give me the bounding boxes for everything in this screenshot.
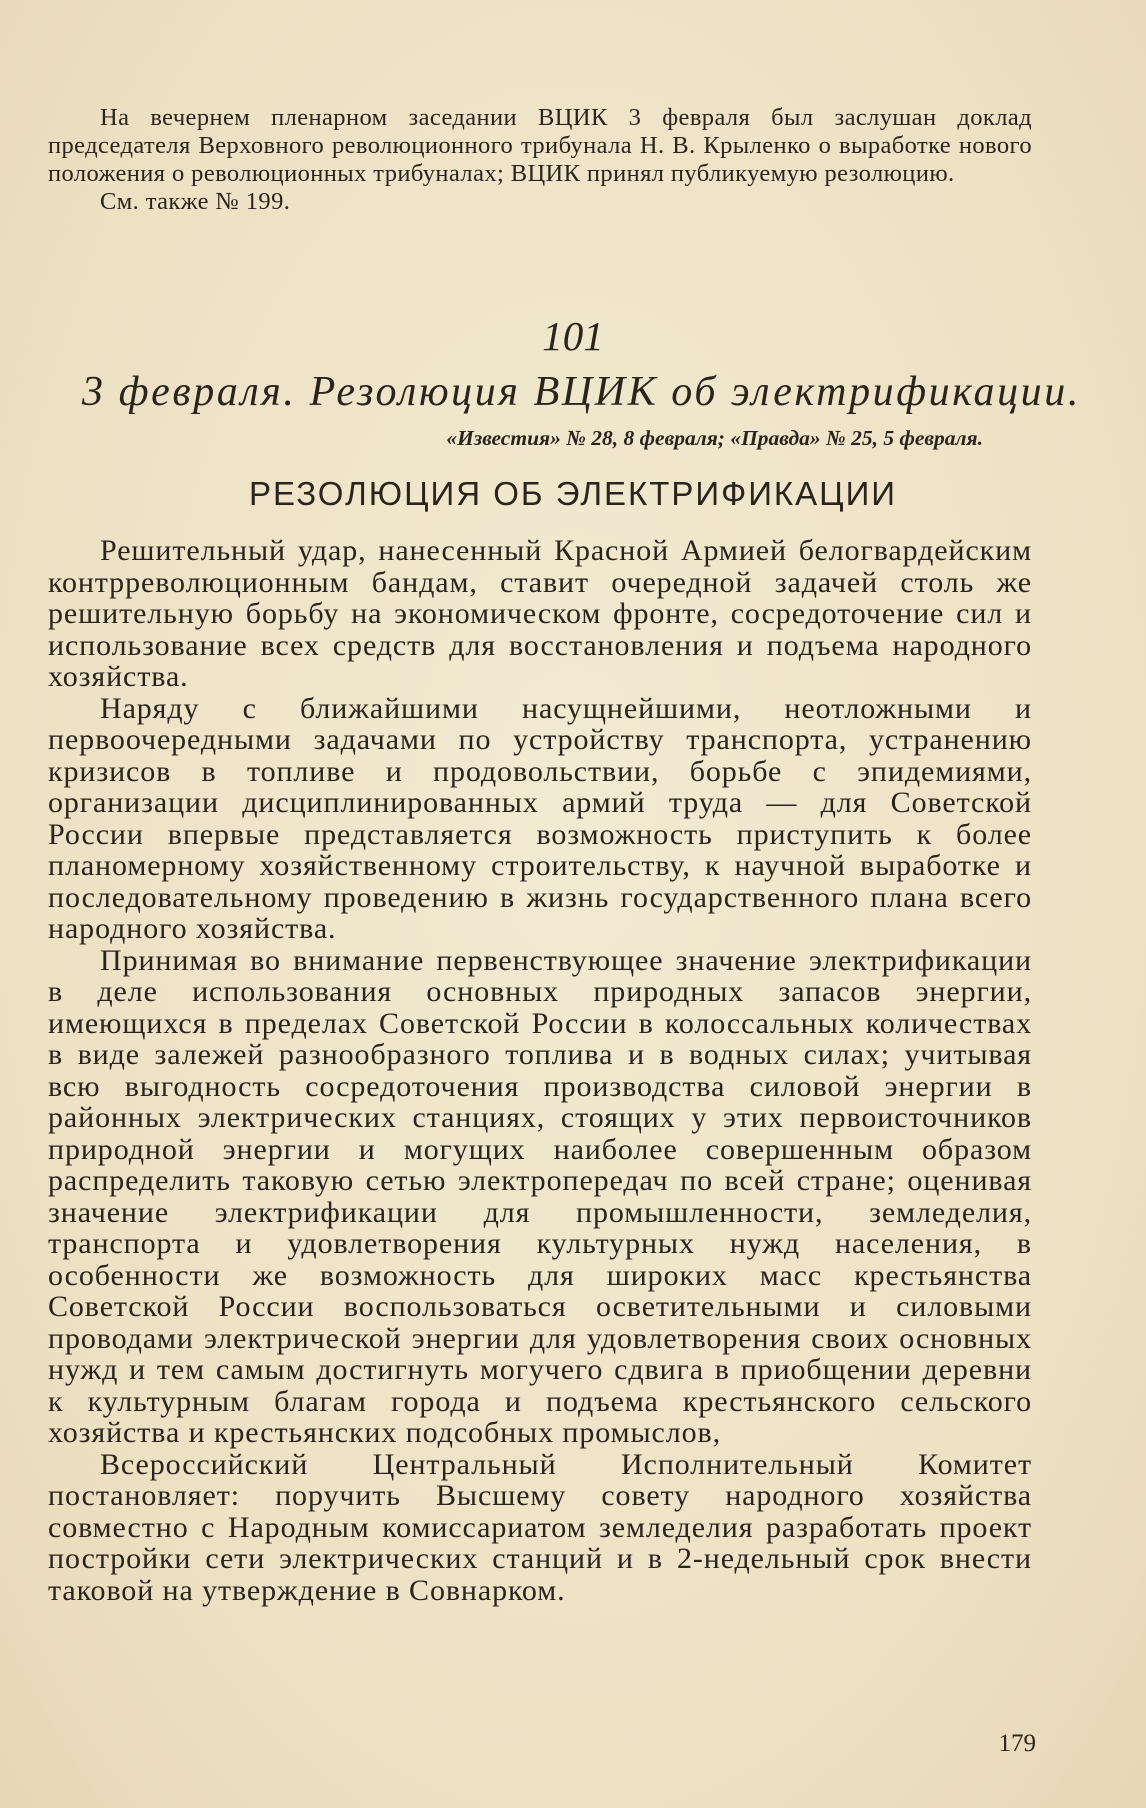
editorial-note: [48, 104, 1032, 216]
body-paragraph: Решительный удар, нанесенный Красной Армией белогвардейским контрреволюционным бандам, ставит очередной задачей столь же решительную борьбу на экономическом фронте, сосредоточение сил и использование всех средств для восстановления и подъема народного хозяйства.: [48, 534, 1032, 693]
document-number: 101: [542, 313, 604, 359]
resolution-title: РЕЗОЛЮЦИЯ ОБ ЭЛЕКТРИФИКАЦИИ: [248, 475, 898, 512]
page-number: 179: [998, 1730, 1036, 1757]
note-cross-reference: См. также № 199.: [100, 188, 291, 215]
body-paragraph: Наряду с ближайшими насущнейшими, неотложными и первоочередными задачами по устройству транспорта, устранению кризисов в топливе и продовольствии, борьбе с эпидемиями, организации дисциплинированных армий труда — для Советской России впервые представляется возможность приступить к более планомерному хозяйственному строительству, к научной выработке и последовательному проведению в жизнь государственного плана всего народного хозяйства.: [48, 691, 1032, 945]
note-paragraph: На вечернем пленарном заседании ВЦИК 3 февраля был заслушан доклад председателя Верховного революционного трибунала Н. В. Крыленко о выработке нового положения о революционных трибуналах; ВЦИК принял публикуемую резолюцию.: [48, 104, 1032, 187]
resolution-body: [48, 535, 1032, 1606]
body-paragraph: Принимая во внимание первенствующее значение электрификации в деле использования основных природных запасов энергии, имеющихся в пределах Советской России в колоссальных количествах в виде залежей разнообразного топлива и в водных силах; учитывая всю выгодность сосредоточения производства силовой энергии в районных электрических станциях, стоящих у этих первоисточников природной энергии и могущих наиболее совершенным образом распределить таковую сетью электропередач по всей стране; оценивая значение электрификации для промышленности, земледелия, транспорта и удовлетворения культурных нужд населения, в особенности же возможность для широких масс крестьянства Советской России воспользоваться осветительными и силовыми проводами электрической энергии для удовлетворения своих основных нужд и тем самым достигнуть могучего сдвига в приобщении деревни к культурным благам города и подъема крестьянского сельского хозяйства и крестьянских подсобных промыслов,: [48, 943, 1032, 1449]
document-heading: 3 февраля. Резолюция ВЦИК об электрификации.: [82, 369, 1081, 415]
document-source: «Известия» № 28, 8 февраля; «Правда» № 25, 5 февраля.: [446, 426, 983, 450]
body-paragraph: Всероссийский Центральный Исполнительный Комитет постановляет: поручить Высшему совету народного хозяйства совместно с Народным комиссариатом земледелия разработать проект постройки сети электрических станций и в 2-недельный срок внести таковой на утверждение в Совнарком.: [48, 1447, 1032, 1607]
